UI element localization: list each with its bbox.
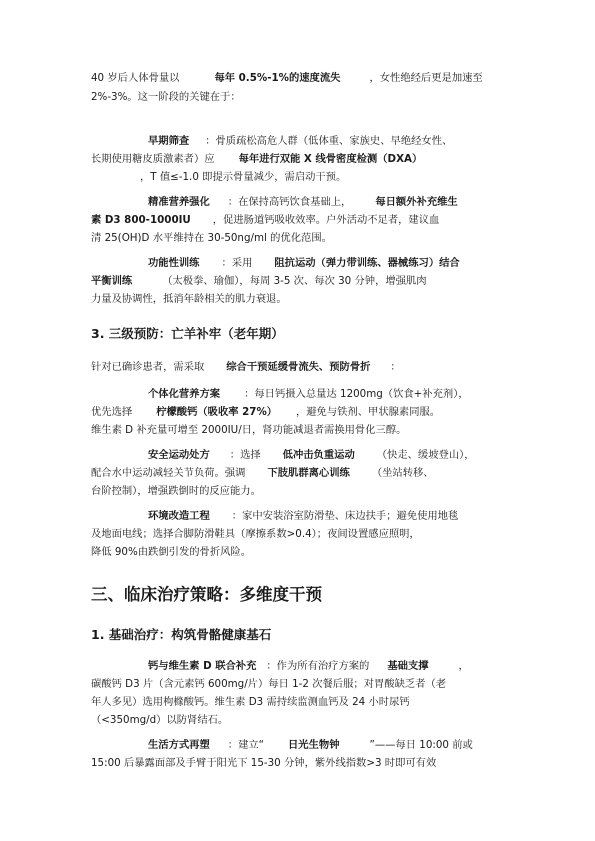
nutrition-text: ，促进肠道钙吸收效率。户外活动不足者，建议血 (212, 214, 440, 226)
individual-nutrition-label: 个体化营养方案 (148, 388, 221, 400)
safe-exercise-line-1 (148, 449, 475, 462)
tertiary-intro-text: 针对已确诊患者，需采取 (91, 361, 205, 373)
intro-line-2: 2%-3%。这一阶段的关键在于： (91, 91, 241, 103)
early-screening-text: ：骨质疏松高危人群（低体重、家族史、早绝经女性、 (205, 135, 453, 147)
calcium-vitd-line-3: 年人多见）选用枸橼酸钙。维生素 D3 需持续监测血钙及 24 小时尿钙 (91, 696, 410, 708)
environment-line-2: 及地面电线；选择合脚防滑鞋具（摩擦系数>0.4）；夜间设置感应照明， (91, 528, 420, 540)
intro-text: ，女性绝经后更是加速至 (369, 72, 483, 84)
individual-nutrition-line-1 (148, 388, 469, 401)
individual-nutrition-text: ，避免与铁剂、甲状腺素同服。 (295, 406, 441, 418)
early-screening-line-2 (91, 153, 422, 166)
safe-exercise-text: （坐站转移、 (371, 467, 434, 479)
lifestyle-text: ：建立“ (227, 739, 265, 751)
safe-exercise-text: 配合水中运动减轻关节负荷。强调 (91, 467, 246, 479)
individual-nutrition-text: 优先选择 (91, 406, 133, 418)
early-screening-label: 早期筛查 (148, 135, 190, 147)
nutrition-line-1 (148, 196, 458, 209)
calcium-vitd-line-1 (148, 660, 469, 673)
calcium-vitd-text: ， (458, 660, 469, 672)
subsection-heading: 1. 基础治疗：构筑骨骼健康基石 (91, 627, 272, 642)
safe-exercise-line-2 (91, 467, 434, 480)
low-impact-exercise: 低冲击负重运动 (282, 449, 355, 461)
intro-text: 40 岁后人体骨量以 (91, 72, 180, 84)
intro-line-1 (91, 72, 483, 85)
environment-text: ：家中安装浴室防滑垫、床边扶手；避免使用地毯 (231, 510, 459, 522)
sunlight-clock: 日光生物钟 (288, 739, 340, 751)
individual-nutrition-text: ：每日钙摄入总量达 1200mg（饮食+补充剂）， (244, 388, 469, 400)
early-screening-line-3: ，T 值≤-1.0 即提示骨量减少，需启动干预。 (140, 171, 347, 183)
calcium-citrate: 柠檬酸钙（吸收率 27%） (156, 406, 272, 418)
individual-nutrition-line-2 (91, 406, 440, 419)
resistance-exercise: 阻抗运动（弹力带训练、器械练习）结合 (274, 257, 460, 269)
dxa-recommendation: 每年进行双能 X 线骨密度检测（DXA） (238, 153, 423, 165)
nutrition-label: 精准营养强化 (148, 196, 210, 208)
eccentric-training: 下肢肌群离心训练 (267, 467, 350, 479)
training-line-3: 力量及协调性，抵消年龄相关的肌力衰退。 (91, 293, 287, 305)
vitamin-d-dose: 素 D3 800-1000IU (91, 214, 191, 226)
environment-line-1 (148, 510, 458, 523)
nutrition-text: ：在保持高钙饮食基础上， (227, 196, 352, 208)
early-screening-line-1 (148, 135, 452, 148)
safe-exercise-text: ：选择 (229, 449, 261, 461)
environment-label: 环境改造工程 (148, 510, 210, 522)
early-screening-text: 长期使用糖皮质激素者）应 (91, 153, 215, 165)
calcium-vitd-label: 钙与维生素 D 联合补充 (148, 660, 257, 672)
lifestyle-line-2: 15:00 后暴露面部及手臂于阳光下 15-30 分钟，紫外线指数>3 时即可有效 (91, 757, 437, 769)
lifestyle-text: ”——每日 10:00 前或 (369, 739, 473, 751)
nutrition-line-2 (91, 214, 439, 227)
individual-nutrition-line-3: 维生素 D 补充量可增至 2000IU/日，肾功能减退者需换用骨化三醇。 (91, 424, 407, 436)
calcium-vitd-line-2: 碳酸钙 D3 片（含元素钙 600mg/片）每日 1-2 次餐后服；对胃酸缺乏者（老 (91, 678, 447, 690)
tertiary-heading: 3. 三级预防：亡羊补牢（老年期） (91, 326, 284, 341)
vitamin-d-dose: 每日额外补充维生 (375, 196, 458, 208)
training-label: 功能性训练 (148, 257, 200, 269)
safe-exercise-line-3: 台阶控制），增强跌倒时的反应能力。 (91, 485, 261, 497)
section-heading: 三、临床治疗策略：多维度干预 (91, 585, 322, 604)
nutrition-line-3: 清 25(OH)D 水平维持在 30-50ng/ml 的优化范围。 (91, 232, 332, 244)
safe-exercise-text: （快走、缓坡登山）， (376, 449, 475, 461)
lifestyle-line-1 (148, 739, 473, 752)
tertiary-intro (91, 361, 401, 374)
lifestyle-label: 生活方式再塑 (148, 739, 210, 751)
environment-line-3: 降低 90%由跌倒引发的骨折风险。 (91, 546, 252, 558)
training-line-2 (91, 275, 427, 288)
tertiary-strategy: 综合干预延缓骨流失、预防骨折 (226, 361, 371, 373)
bone-loss-rate: 每年 0.5%-1%的速度流失 (214, 72, 341, 84)
training-text: （太极拳、瑜伽），每周 3-5 次、每次 30 分钟，增强肌肉 (162, 275, 427, 287)
training-text: ：采用 (221, 257, 253, 269)
training-line-1 (148, 257, 460, 270)
balance-training: 平衡训练 (91, 275, 133, 287)
calcium-vitd-line-4: （<350mg/d）以防肾结石。 (91, 714, 229, 726)
safe-exercise-label: 安全运动处方 (148, 449, 210, 461)
calcium-vitd-text: ：作为所有治疗方案的 (266, 660, 370, 672)
tertiary-intro-text: ： (390, 361, 401, 373)
basic-support: 基础支撑 (387, 660, 429, 672)
